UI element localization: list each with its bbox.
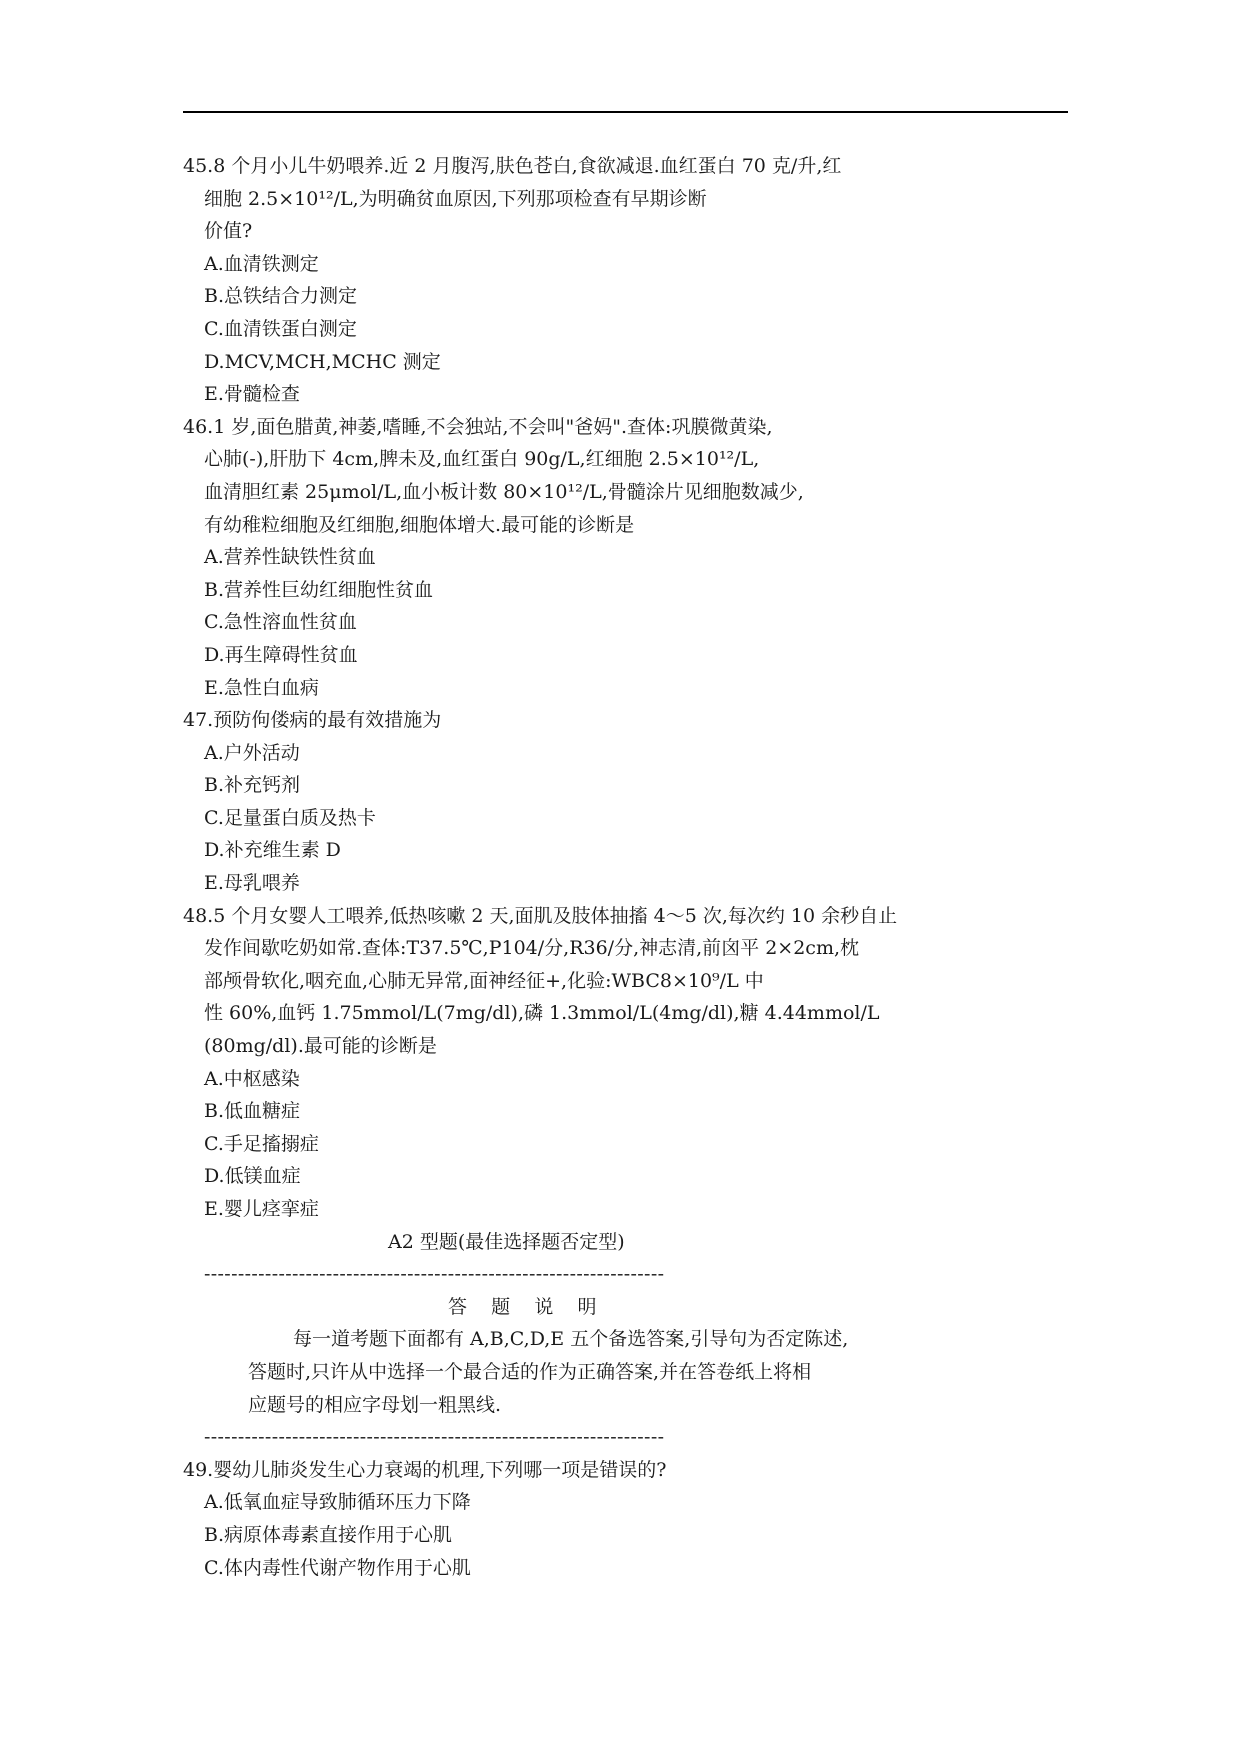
question-46-stem-line-4: 有幼稚粒细胞及红细胞,细胞体增大.最可能的诊断是 [204, 513, 635, 536]
instructions-line-1: 每一道考题下面都有 A,B,C,D,E 五个备选答案,引导句为否定陈述, [293, 1328, 849, 1351]
instructions-title: 答 题 说 明 [448, 1295, 597, 1318]
question-45-option-b: B.总铁结合力测定 [204, 285, 358, 308]
question-46-option-b: B.营养性巨幼红细胞性贫血 [204, 578, 434, 601]
question-48-option-c: C.手足搐搦症 [204, 1132, 319, 1155]
question-45-option-e: E.骨髓检查 [204, 383, 300, 406]
question-45-option-c: C.血清铁蛋白测定 [204, 317, 357, 340]
question-47-option-d: D.补充维生素 D [204, 839, 341, 862]
question-48-option-a: A.中枢感染 [204, 1067, 300, 1090]
question-45-stem-line-2: 细胞 2.5×10¹²/L,为明确贫血原因,下列那项检查有早期诊断 [204, 187, 707, 210]
question-49-option-c: C.体内毒性代谢产物作用于心肌 [204, 1556, 471, 1579]
question-46-stem-line-3: 血清胆红素 25μmol/L,血小板计数 80×10¹²/L,骨髓涂片见细胞数减少, [204, 480, 804, 503]
question-47-option-e: E.母乳喂养 [204, 872, 300, 895]
question-45 [183, 150, 1063, 411]
question-47-stem-line-1: 47.预防佝偻病的最有效措施为 [183, 709, 442, 732]
section-divider-top: -------------------------------------------------------------------- [204, 1263, 665, 1286]
question-48-stem-line-2: 发作间歇吃奶如常.查体:T37.5℃,P104/分,R36/分,神志清,前囟平 2×2cm,枕 [204, 937, 860, 960]
question-46-option-e: E.急性白血病 [204, 676, 319, 699]
question-48-option-d: D.低镁血症 [204, 1165, 301, 1188]
question-46 [183, 411, 1063, 704]
question-46-option-d: D.再生障碍性贫血 [204, 643, 358, 666]
question-48-option-e: E.婴儿痉挛症 [204, 1198, 319, 1220]
header-rule [183, 111, 1068, 113]
question-45-stem-line-1: 45.8 个月小儿牛奶喂养.近 2 月腹泻,肤色苍白,食欲减退.血红蛋白 70 克/升,红 [183, 155, 842, 177]
question-46-option-c: C.急性溶血性贫血 [204, 611, 357, 634]
question-48-stem-line-3: 部颅骨软化,咽充血,心肺无异常,面神经征+,化验:WBC8×10⁹/L 中 [204, 969, 764, 992]
section-a2 [183, 1226, 1063, 1454]
question-46-option-a: A.营养性缺铁性贫血 [204, 546, 376, 569]
question-47-option-c: C.足量蛋白质及热卡 [204, 806, 376, 829]
question-49-option-b: B.病原体毒素直接作用于心肌 [204, 1523, 453, 1546]
instructions-line-2: 答题时,只许从中选择一个最合适的作为正确答案,并在答卷纸上将相 [248, 1360, 812, 1383]
question-45-stem-line-3: 价值? [204, 220, 253, 243]
question-49-option-a: A.低氧血症导致肺循环压力下降 [204, 1491, 471, 1514]
document-body [183, 150, 1063, 1584]
question-48-stem-line-4: 性 60%,血钙 1.75mmol/L(7mg/dl),磷 1.3mmol/L(4mg/dl),糖 4.44mmol/L [204, 1002, 880, 1025]
question-48 [183, 900, 1063, 1226]
question-45-option-a: A.血清铁测定 [204, 252, 319, 275]
question-49-stem-line-1: 49.婴幼儿肺炎发生心力衰竭的机理,下列哪一项是错误的? [183, 1458, 667, 1481]
question-47 [183, 704, 1063, 900]
question-48-stem-line-5: (80mg/dl).最可能的诊断是 [204, 1035, 437, 1058]
question-48-stem-line-1: 48.5 个月女婴人工喂养,低热咳嗽 2 天,面肌及肢体抽搐 4～5 次,每次约 10 余秒自止 [183, 904, 898, 927]
question-47-option-a: A.户外活动 [204, 741, 300, 764]
section-divider-bottom: -------------------------------------------------------------------- [204, 1426, 665, 1449]
question-48-option-b: B.低血糖症 [204, 1100, 301, 1123]
question-46-stem-line-2: 心肺(-),肝肋下 4cm,脾未及,血红蛋白 90g/L,红细胞 2.5×10¹²/L, [204, 448, 760, 471]
question-45-option-d: D.MCV,MCH,MCHC 测定 [204, 350, 441, 373]
section-title: A2 型题(最佳选择题否定型) [388, 1230, 625, 1253]
question-46-stem-line-1: 46.1 岁,面色腊黄,神萎,嗜睡,不会独站,不会叫"爸妈".查体:巩膜微黄染, [183, 415, 773, 438]
question-47-option-b: B.补充钙剂 [204, 774, 301, 797]
instructions-line-3: 应题号的相应字母划一粗黑线. [248, 1393, 502, 1416]
question-49 [183, 1454, 1063, 1584]
